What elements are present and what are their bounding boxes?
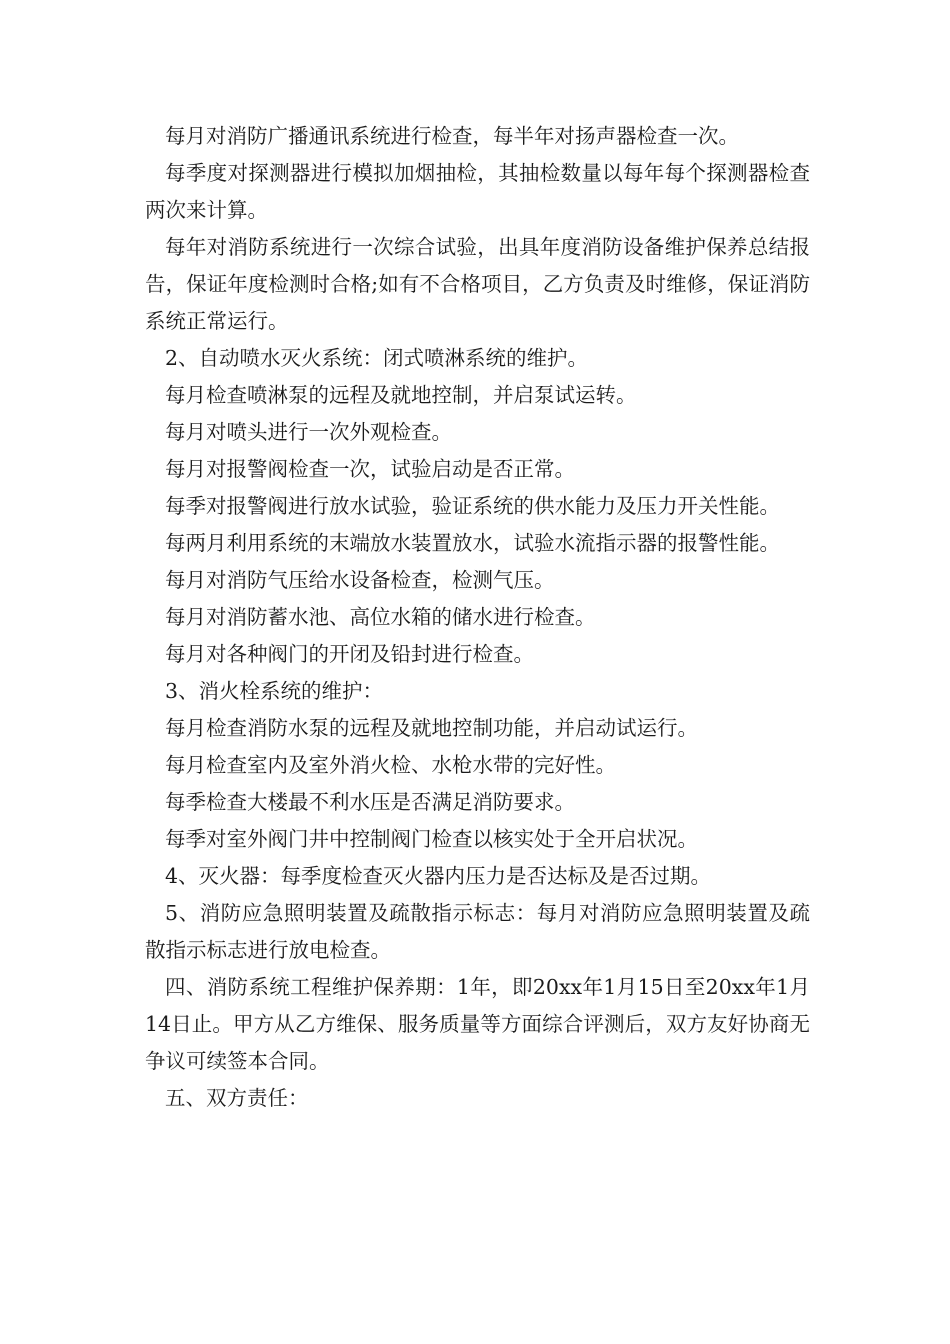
paragraph-annual-test: 每年对消防系统进行一次综合试验，出具年度消防设备维护保养总结报告，保证年度检测时合格;如有不合格项目，乙方负责及时维修，保证消防系统正常运行。 [145, 235, 810, 333]
paragraph-alarm-valve-drain: 每季对报警阀进行放水试验，验证系统的供水能力及压力开关性能。 [165, 494, 780, 518]
paragraph-valve-seal: 每月对各种阀门的开闭及铅封进行检查。 [165, 642, 534, 666]
paragraph-sprinkler-pump: 每月检查喷淋泵的远程及就地控制，并启泵试运转。 [165, 383, 637, 407]
paragraph-alarm-valve: 每月对报警阀检查一次，试验启动是否正常。 [165, 457, 575, 481]
paragraph-water-pressure: 每季检查大楼最不利水压是否满足消防要求。 [165, 790, 575, 814]
paragraph-end-drain: 每两月利用系统的末端放水装置放水，试验水流指示器的报警性能。 [165, 531, 780, 555]
section-sprinkler-heading: 2、自动喷水灭火系统：闭式喷淋系统的维护。 [165, 346, 589, 370]
paragraph-pressure-supply: 每月对消防气压给水设备检查，检测气压。 [165, 568, 555, 592]
paragraph-broadcast-check: 每月对消防广播通讯系统进行检查，每半年对扬声器检查一次。 [165, 124, 739, 148]
section-responsibilities-heading: 五、双方责任： [165, 1086, 309, 1110]
paragraph-detector-check: 每季度对探测器进行模拟加烟抽检，其抽检数量以每年每个探测器检查两次来计算。 [145, 161, 810, 222]
section-extinguisher: 4、灭火器：每季度检查灭火器内压力是否达标及是否过期。 [165, 864, 712, 888]
section-emergency-lighting: 5、消防应急照明装置及疏散指示标志：每月对消防应急照明装置及疏散指示标志进行放电检查。 [145, 901, 810, 962]
document-body [145, 118, 810, 1117]
paragraph-outdoor-valve: 每季对室外阀门井中控制阀门检查以核实处于全开启状况。 [165, 827, 698, 851]
paragraph-fire-pump: 每月检查消防水泵的远程及就地控制功能，并启动试运行。 [165, 716, 698, 740]
paragraph-sprinkler-head: 每月对喷头进行一次外观检查。 [165, 420, 452, 444]
section-maintenance-period: 四、消防系统工程维护保养期：1年，即20xx年1月15日至20xx年1月14日止。甲方从乙方维保、服务质量等方面综合评测后，双方友好协商无争议可续签本合同。 [145, 975, 810, 1073]
paragraph-water-tank: 每月对消防蓄水池、高位水箱的储水进行检查。 [165, 605, 596, 629]
section-hydrant-heading: 3、消火栓系统的维护： [165, 679, 384, 703]
paragraph-hydrant-hose: 每月检查室内及室外消火检、水枪水带的完好性。 [165, 753, 616, 777]
